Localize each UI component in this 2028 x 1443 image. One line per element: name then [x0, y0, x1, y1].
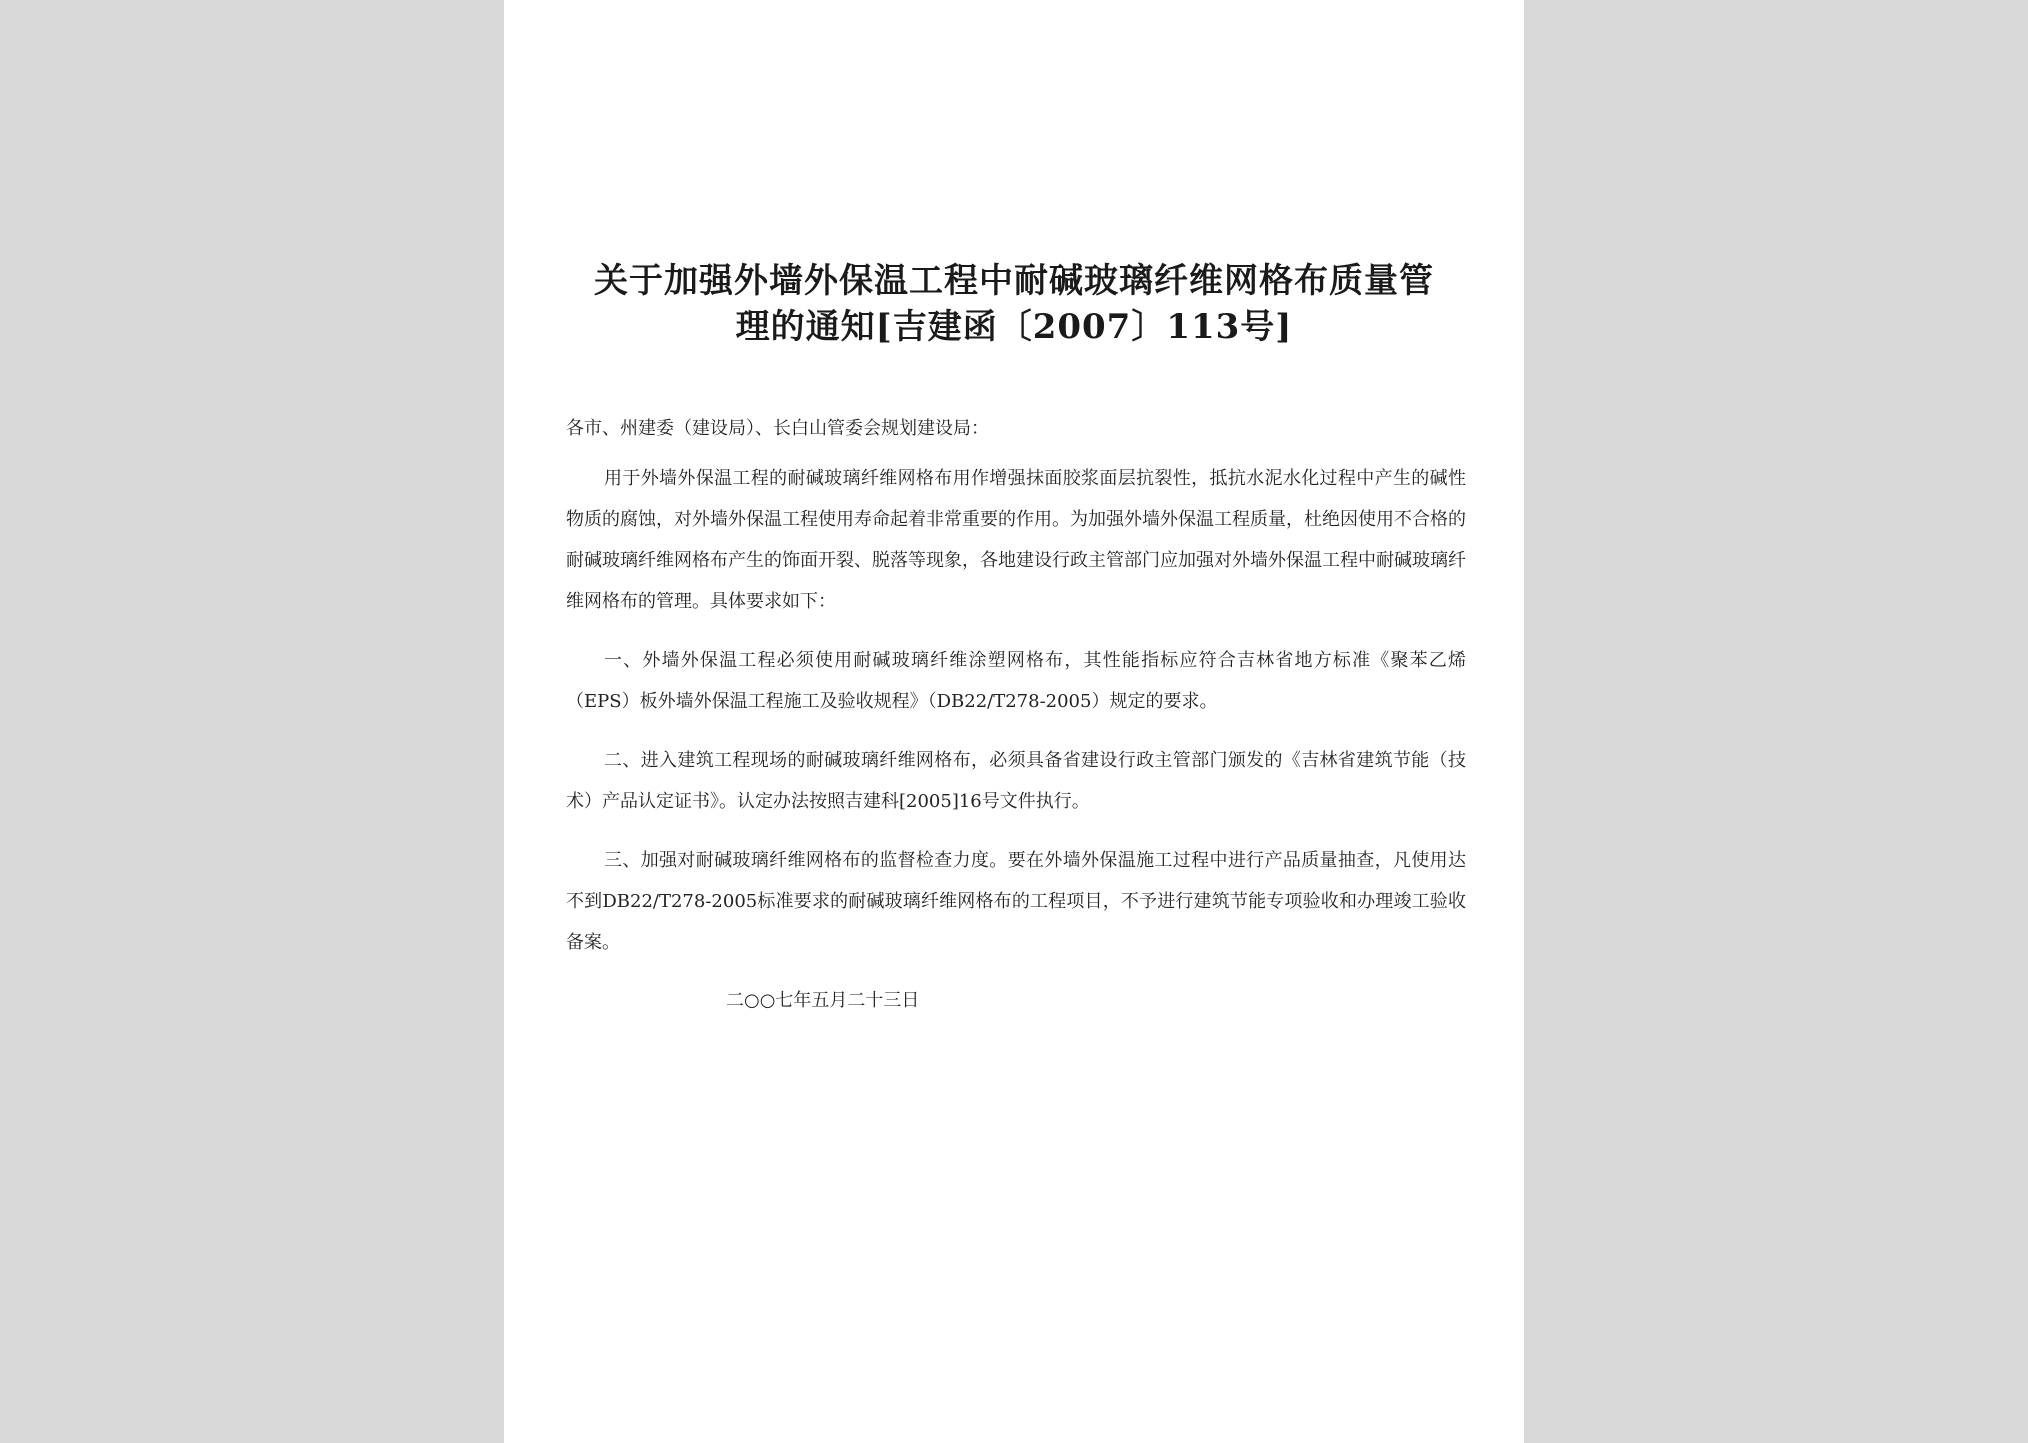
- paragraph-item-3: 三、加强对耐碱玻璃纤维网格布的监督检查力度。要在外墙外保温施工过程中进行产品质量抽查，凡使用达不到DB22/T278-2005标准要求的耐碱玻璃纤维网格布的工程项目，不予进行建筑节能专项验收和办理竣工验收备案。: [566, 850, 1466, 953]
- paragraph-item-2: 二、进入建筑工程现场的耐碱玻璃纤维网格布，必须具备省建设行政主管部门颁发的《吉林省建筑节能（技术）产品认定证书》。认定办法按照吉建科[2005]16号文件执行。: [566, 750, 1466, 812]
- title-line-1: 关于加强外墙外保温工程中耐碱玻璃纤维网格布质量管: [594, 261, 1434, 301]
- document-page: [504, 0, 1524, 1443]
- salutation: 各市、州建委（建设局）、长白山管委会规划建设局：: [566, 418, 989, 439]
- paragraph-item-1: 一、外墙外保温工程必须使用耐碱玻璃纤维涂塑网格布，其性能指标应符合吉林省地方标准《聚苯乙烯（EPS）板外墙外保温工程施工及验收规程》（DB22/T278-2005）规定的要求。: [566, 650, 1466, 712]
- document-body: [566, 410, 1466, 1021]
- paragraph-intro: 用于外墙外保温工程的耐碱玻璃纤维网格布用作增强抹面胶浆面层抗裂性，抵抗水泥水化过程中产生的碱性物质的腐蚀，对外墙外保温工程使用寿命起着非常重要的作用。为加强外墙外保温工程质量，杜绝因使用不合格的耐碱玻璃纤维网格布产生的饰面开裂、脱落等现象，各地建设行政主管部门应加强对外墙外保温工程中耐碱玻璃纤维网格布的管理。具体要求如下：: [566, 468, 1466, 612]
- document-date: 二○○七年五月二十三日: [726, 990, 920, 1011]
- document-title: [564, 258, 1464, 350]
- title-line-2: 理的通知[吉建函〔2007〕113号]: [735, 307, 1293, 347]
